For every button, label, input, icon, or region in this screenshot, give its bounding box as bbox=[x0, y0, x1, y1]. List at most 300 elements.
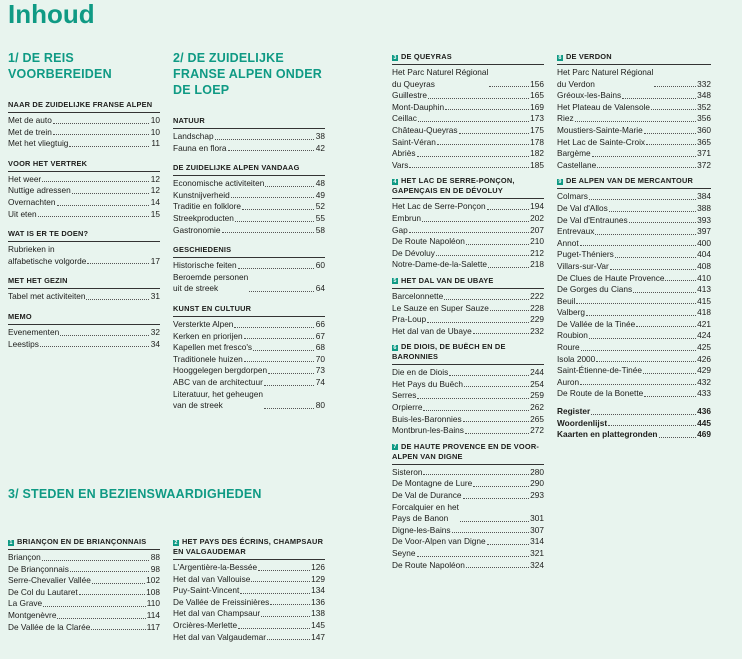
toc-section bbox=[8, 159, 160, 220]
toc-entry[interactable] bbox=[392, 425, 544, 437]
entry-title: Villars-sur-Var bbox=[557, 260, 609, 271]
dot-leader bbox=[489, 86, 529, 87]
dot-leader bbox=[249, 291, 314, 292]
page-number: 307 bbox=[530, 524, 544, 535]
toc-section bbox=[8, 312, 160, 350]
toc-entry[interactable] bbox=[557, 113, 711, 125]
page-number: 114 bbox=[146, 609, 160, 620]
region-number-badge: 4 bbox=[393, 178, 397, 185]
entry-title: ABC van de architectuur bbox=[173, 376, 263, 387]
entry-title: Woordenlijst bbox=[557, 417, 608, 428]
dot-leader bbox=[436, 255, 529, 256]
region-2-column bbox=[173, 537, 325, 647]
toc-entry[interactable] bbox=[557, 102, 711, 114]
dot-leader bbox=[488, 267, 529, 268]
entry-title: Puy-Saint-Vincent bbox=[173, 585, 240, 596]
toc-entry[interactable] bbox=[557, 388, 711, 400]
toc-entry[interactable] bbox=[392, 402, 544, 414]
entry-title: Traditie en folklore bbox=[173, 201, 241, 212]
toc-entry[interactable] bbox=[557, 418, 711, 430]
entry-title: Annot bbox=[557, 237, 579, 248]
page-number: 400 bbox=[697, 237, 711, 248]
toc-entry[interactable] bbox=[392, 548, 544, 560]
page-number: 66 bbox=[315, 318, 325, 329]
dot-leader bbox=[654, 86, 696, 87]
toc-entry[interactable] bbox=[557, 273, 711, 285]
toc-entry[interactable] bbox=[8, 138, 160, 150]
toc-section bbox=[8, 229, 160, 267]
toc-entry[interactable] bbox=[557, 191, 711, 203]
toc-entry[interactable] bbox=[557, 406, 711, 418]
toc-entry[interactable] bbox=[8, 587, 160, 599]
page-number: 10 bbox=[150, 115, 160, 125]
page-number: 12 bbox=[150, 185, 160, 196]
dot-leader bbox=[240, 593, 310, 594]
section-heading-label: DE DIOIS, DE BUËCH EN DE BARONNIES bbox=[392, 342, 506, 362]
toc-entry[interactable] bbox=[8, 185, 160, 197]
entry-title: Rubrieken in alfabetische volgorde bbox=[8, 244, 87, 266]
dot-leader bbox=[417, 156, 530, 157]
section-heading bbox=[392, 52, 544, 65]
section-heading-label: DE VERDON bbox=[566, 52, 612, 61]
toc-entry[interactable] bbox=[173, 585, 325, 597]
page-number: 52 bbox=[315, 201, 325, 212]
dot-leader bbox=[580, 245, 696, 246]
entry-title: Het Parc Naturel Régional du Queyras bbox=[392, 67, 489, 89]
toc-entry[interactable] bbox=[173, 620, 325, 632]
page-number: 228 bbox=[530, 302, 544, 313]
dot-leader bbox=[423, 410, 529, 411]
entry-title: Notre-Dame-de-la-Salette bbox=[392, 259, 487, 270]
toc-entry[interactable] bbox=[173, 365, 325, 377]
toc-entry[interactable] bbox=[173, 319, 325, 331]
page-number: 397 bbox=[697, 226, 711, 237]
dot-leader bbox=[595, 234, 696, 235]
page-title: Inhoud bbox=[8, 0, 95, 29]
dot-leader bbox=[597, 167, 696, 168]
entry-title: Colmars bbox=[557, 191, 588, 202]
toc-entry[interactable] bbox=[557, 284, 711, 296]
toc-entry[interactable] bbox=[8, 209, 160, 221]
toc-entry[interactable] bbox=[557, 261, 711, 273]
toc-entry[interactable] bbox=[8, 339, 160, 351]
entry-title: Pra-Loup bbox=[392, 314, 427, 325]
dot-leader bbox=[449, 375, 529, 376]
entry-title: Kerken en priorijen bbox=[173, 330, 243, 341]
dot-leader bbox=[490, 310, 529, 311]
entry-title: Castellane bbox=[557, 159, 597, 170]
dot-leader bbox=[463, 498, 530, 499]
page-number: 232 bbox=[530, 325, 544, 336]
toc-entry[interactable] bbox=[173, 608, 325, 620]
entry-title: Orpierre bbox=[392, 402, 423, 413]
toc-entry[interactable] bbox=[392, 414, 544, 426]
section-heading-label: DE HAUTE PROVENCE EN DE VOOR-ALPEN VAN DIGNE bbox=[392, 441, 540, 461]
toc-entry[interactable] bbox=[8, 197, 160, 209]
page-number: 117 bbox=[146, 621, 160, 632]
toc-entry[interactable] bbox=[8, 291, 160, 303]
page-number: 60 bbox=[315, 260, 325, 271]
chapter-3-heading-block bbox=[8, 486, 328, 502]
toc-entry[interactable] bbox=[173, 354, 325, 366]
toc-entry[interactable] bbox=[392, 536, 544, 548]
entry-title: De Briançonnais bbox=[8, 563, 69, 574]
entry-title: Orcières-Merlette bbox=[173, 619, 238, 630]
page-number: 415 bbox=[697, 295, 711, 306]
dot-leader bbox=[222, 232, 315, 233]
page-number: 244 bbox=[530, 367, 544, 378]
toc-entry[interactable] bbox=[557, 160, 711, 172]
page-number: 15 bbox=[150, 208, 160, 219]
page-number: 178 bbox=[530, 136, 544, 147]
entry-title: De Vallée de la Clarée bbox=[8, 621, 91, 632]
toc-entry[interactable] bbox=[392, 137, 544, 149]
toc-section bbox=[8, 537, 160, 633]
page-number: 207 bbox=[530, 224, 544, 235]
page-number: 388 bbox=[697, 202, 711, 213]
page-number: 314 bbox=[530, 536, 544, 547]
toc-entry[interactable] bbox=[392, 560, 544, 572]
backmatter-list bbox=[557, 406, 711, 441]
dot-leader bbox=[608, 425, 696, 426]
toc-entry[interactable] bbox=[392, 102, 544, 114]
dot-leader bbox=[86, 299, 149, 300]
toc-entry[interactable] bbox=[392, 90, 544, 102]
entry-title: Het dal van Vallouise bbox=[173, 573, 251, 584]
toc-section bbox=[8, 100, 160, 150]
dot-leader bbox=[636, 326, 696, 327]
page-number: 31 bbox=[150, 291, 160, 302]
entry-title: Met het vliegtuig bbox=[8, 138, 69, 149]
chapter-2-sections bbox=[173, 116, 325, 412]
dot-leader bbox=[473, 486, 529, 487]
section-heading bbox=[392, 442, 544, 465]
toc-section bbox=[557, 52, 711, 171]
toc-entry[interactable] bbox=[173, 190, 325, 202]
toc-entry[interactable] bbox=[392, 225, 544, 237]
dot-leader bbox=[38, 216, 149, 217]
toc-entry[interactable] bbox=[557, 203, 711, 215]
section-heading-label: DE ZUIDELIJKE ALPEN VANDAAG bbox=[173, 163, 300, 173]
toc-entry[interactable] bbox=[392, 160, 544, 172]
toc-entry[interactable] bbox=[557, 365, 711, 377]
entry-title: Gap bbox=[392, 224, 408, 235]
toc-entry[interactable] bbox=[8, 622, 160, 634]
page-number: 384 bbox=[697, 191, 711, 202]
toc-entry[interactable] bbox=[173, 260, 325, 272]
page-number: 433 bbox=[697, 388, 711, 399]
toc-entry[interactable] bbox=[173, 213, 325, 225]
toc-entry[interactable] bbox=[557, 429, 711, 441]
toc-entry[interactable] bbox=[8, 327, 160, 339]
dot-leader bbox=[70, 571, 149, 572]
section-heading bbox=[173, 304, 325, 317]
toc-entry[interactable] bbox=[392, 248, 544, 260]
dot-leader bbox=[464, 386, 529, 387]
page-number: 218 bbox=[530, 259, 544, 270]
page-number: 10 bbox=[150, 126, 160, 137]
entry-title: Bargème bbox=[557, 148, 591, 159]
dot-leader bbox=[264, 385, 314, 386]
page-number: 301 bbox=[530, 513, 544, 524]
page-number: 272 bbox=[530, 425, 544, 436]
toc-entry[interactable] bbox=[392, 525, 544, 537]
dot-leader bbox=[79, 594, 146, 595]
toc-entry[interactable] bbox=[557, 249, 711, 261]
toc-entry[interactable] bbox=[557, 125, 711, 137]
toc-entry[interactable] bbox=[392, 326, 544, 338]
page-number: 360 bbox=[697, 124, 711, 135]
toc-entry[interactable] bbox=[173, 178, 325, 190]
toc-entry[interactable] bbox=[392, 390, 544, 402]
toc-entry[interactable] bbox=[8, 610, 160, 622]
page-number: 64 bbox=[315, 283, 325, 294]
toc-entry[interactable] bbox=[392, 125, 544, 137]
dot-leader bbox=[409, 232, 529, 233]
entry-title: De Route Napoléon bbox=[392, 236, 465, 247]
section-heading-label: MEMO bbox=[8, 311, 32, 321]
section-heading-label: HET LAC DE SERRE-PONÇON, GAPENÇAIS EN DE DÉVOLUY bbox=[392, 176, 515, 196]
toc-entry[interactable] bbox=[8, 598, 160, 610]
entry-title: Riez bbox=[557, 113, 574, 124]
entry-title: De Val de Durance bbox=[392, 490, 462, 501]
toc-entry[interactable] bbox=[557, 319, 711, 331]
dot-leader bbox=[91, 629, 145, 630]
page-number: 102 bbox=[146, 575, 160, 586]
toc-entry[interactable] bbox=[392, 67, 544, 90]
toc-entry[interactable] bbox=[557, 90, 711, 102]
page-number: 469 bbox=[697, 429, 711, 440]
entry-title: Auron bbox=[557, 376, 580, 387]
entry-title: Economische activiteiten bbox=[173, 178, 265, 189]
section-heading bbox=[173, 537, 325, 560]
toc-entry[interactable] bbox=[392, 201, 544, 213]
dot-leader bbox=[646, 144, 696, 145]
entry-title: De Route Napoléon bbox=[392, 559, 465, 570]
page-number: 445 bbox=[697, 417, 711, 428]
entry-title: Ceillac bbox=[392, 113, 417, 124]
dot-leader bbox=[244, 361, 314, 362]
dot-leader bbox=[270, 604, 310, 605]
region-number-badge: 7 bbox=[393, 444, 397, 451]
toc-entry[interactable] bbox=[173, 331, 325, 343]
page-number: 17 bbox=[150, 255, 160, 266]
toc-section bbox=[173, 304, 325, 412]
entry-title: Abriès bbox=[392, 148, 416, 159]
page-number: 67 bbox=[315, 330, 325, 341]
section-heading bbox=[8, 312, 160, 325]
entry-title: Forcalquier en het Pays de Banon bbox=[392, 501, 459, 524]
toc-entry[interactable] bbox=[557, 296, 711, 308]
entry-title: Puget-Théniers bbox=[557, 249, 614, 260]
page-number: 254 bbox=[530, 378, 544, 389]
toc-entry[interactable] bbox=[392, 502, 544, 525]
page-number: 332 bbox=[697, 78, 711, 89]
page-number: 129 bbox=[311, 573, 325, 584]
page-number: 426 bbox=[697, 353, 711, 364]
dot-leader bbox=[460, 521, 529, 522]
entry-title: De Gorges du Cians bbox=[557, 284, 633, 295]
toc-entry[interactable] bbox=[8, 575, 160, 587]
toc-entry[interactable] bbox=[173, 342, 325, 354]
page-number: 371 bbox=[697, 148, 711, 159]
toc-entry[interactable] bbox=[392, 379, 544, 391]
toc-entry[interactable] bbox=[557, 307, 711, 319]
page-number: 418 bbox=[697, 307, 711, 318]
page-number: 38 bbox=[315, 131, 325, 141]
toc-entry[interactable] bbox=[8, 564, 160, 576]
section-heading bbox=[173, 245, 325, 258]
entry-title: Embrun bbox=[392, 212, 422, 223]
page-number: 321 bbox=[530, 548, 544, 558]
dot-leader bbox=[610, 269, 696, 270]
toc-section bbox=[8, 276, 160, 303]
entry-title: Het Pays du Buëch bbox=[392, 378, 464, 389]
toc-entry[interactable] bbox=[8, 552, 160, 564]
page-number: 410 bbox=[697, 272, 711, 283]
toc-entry[interactable] bbox=[392, 490, 544, 502]
toc-entry[interactable] bbox=[557, 226, 711, 238]
entry-title: Register bbox=[557, 406, 591, 417]
toc-entry[interactable] bbox=[173, 131, 325, 143]
page-number: 110 bbox=[146, 598, 160, 609]
toc-entry[interactable] bbox=[557, 238, 711, 250]
entry-title: Gastronomie bbox=[173, 224, 221, 235]
entry-title: Château-Queyras bbox=[392, 124, 458, 135]
toc-entry[interactable] bbox=[173, 632, 325, 644]
toc-entry[interactable] bbox=[392, 467, 544, 479]
page-number: 11 bbox=[151, 138, 160, 149]
page-number: 425 bbox=[697, 342, 711, 353]
region-number-badge: 2 bbox=[174, 539, 178, 546]
toc-entry[interactable] bbox=[392, 291, 544, 303]
toc-entry[interactable] bbox=[173, 574, 325, 586]
page-number: 424 bbox=[697, 330, 711, 341]
toc-entry[interactable] bbox=[173, 389, 325, 412]
toc-entry[interactable] bbox=[173, 225, 325, 237]
toc-entry[interactable] bbox=[557, 137, 711, 149]
toc-entry[interactable] bbox=[392, 148, 544, 160]
dot-leader bbox=[417, 556, 530, 557]
toc-entry[interactable] bbox=[557, 67, 711, 90]
dot-leader bbox=[57, 205, 149, 206]
dot-leader bbox=[589, 199, 696, 200]
dot-leader bbox=[452, 532, 530, 533]
page-number: 404 bbox=[697, 249, 711, 260]
dot-leader bbox=[466, 244, 529, 245]
toc-entry[interactable] bbox=[392, 213, 544, 225]
section-heading bbox=[8, 229, 160, 242]
entry-title: Het Lac de Sainte-Croix bbox=[557, 136, 646, 147]
toc-entry[interactable] bbox=[392, 236, 544, 248]
toc-entry[interactable] bbox=[173, 377, 325, 389]
regions-3-7-column bbox=[392, 52, 544, 576]
entry-title: Het Parc Naturel Régional du Verdon bbox=[557, 67, 654, 89]
entry-title: Evenementen bbox=[8, 326, 60, 337]
section-heading bbox=[392, 276, 544, 289]
page-number: 202 bbox=[530, 212, 544, 223]
toc-entry[interactable] bbox=[392, 303, 544, 315]
entry-title: Tabel met activiteiten bbox=[8, 291, 86, 302]
entry-title: Roure bbox=[557, 342, 580, 353]
chapter-1-column bbox=[8, 50, 160, 359]
dot-leader bbox=[42, 560, 149, 561]
page-number: 98 bbox=[150, 563, 160, 574]
page-number: 138 bbox=[311, 608, 325, 619]
toc-entry[interactable] bbox=[557, 148, 711, 160]
page-number: 32 bbox=[150, 326, 160, 337]
dot-leader bbox=[445, 109, 529, 110]
toc-entry[interactable] bbox=[392, 314, 544, 326]
toc-entry[interactable] bbox=[392, 259, 544, 271]
region-number-badge: 9 bbox=[558, 178, 562, 185]
dot-leader bbox=[615, 257, 696, 258]
toc-entry[interactable] bbox=[557, 215, 711, 227]
dot-leader bbox=[581, 350, 697, 351]
dot-leader bbox=[473, 333, 529, 334]
page-number: 393 bbox=[697, 214, 711, 225]
toc-entry[interactable] bbox=[173, 201, 325, 213]
page-number: 429 bbox=[697, 365, 711, 376]
page-number: 147 bbox=[311, 631, 325, 642]
toc-entry[interactable] bbox=[8, 174, 160, 186]
toc-entry[interactable] bbox=[8, 127, 160, 139]
toc-section bbox=[173, 537, 325, 643]
chapter-2-column bbox=[173, 50, 325, 421]
toc-entry[interactable] bbox=[557, 377, 711, 389]
page-number: 372 bbox=[697, 159, 711, 170]
toc-entry[interactable] bbox=[557, 354, 711, 366]
section-heading-label: GESCHIEDENIS bbox=[173, 245, 232, 255]
dot-leader bbox=[576, 303, 696, 304]
dot-leader bbox=[258, 570, 310, 571]
section-heading bbox=[392, 342, 544, 365]
page-number: 48 bbox=[315, 178, 325, 189]
dot-leader bbox=[265, 186, 314, 187]
toc-entry[interactable] bbox=[392, 367, 544, 379]
toc-entry[interactable] bbox=[173, 143, 325, 155]
section-heading-label: KUNST EN CULTUUR bbox=[173, 303, 252, 313]
dot-leader bbox=[575, 121, 697, 122]
entry-title: Met de auto bbox=[8, 115, 52, 125]
entry-title: La Grave bbox=[8, 598, 43, 609]
toc-entry[interactable] bbox=[8, 244, 160, 267]
entry-title: Het dal van Champsaur bbox=[173, 608, 261, 619]
dot-leader bbox=[609, 211, 696, 212]
toc-entry[interactable] bbox=[173, 562, 325, 574]
entry-title: De Col du Lautaret bbox=[8, 586, 78, 597]
entry-title: Traditionele huizen bbox=[173, 353, 243, 364]
page-number: 42 bbox=[315, 142, 325, 153]
toc-entry[interactable] bbox=[8, 115, 160, 127]
toc-entry[interactable] bbox=[557, 330, 711, 342]
toc-entry[interactable] bbox=[173, 597, 325, 609]
dot-leader bbox=[228, 150, 314, 151]
section-heading-label: DE QUEYRAS bbox=[401, 52, 452, 61]
entry-title: De Val d'Entraunes bbox=[557, 214, 628, 225]
dot-leader bbox=[234, 327, 314, 328]
toc-entry[interactable] bbox=[557, 342, 711, 354]
dot-leader bbox=[60, 335, 149, 336]
toc-entry[interactable] bbox=[392, 478, 544, 490]
section-heading bbox=[557, 176, 711, 189]
entry-title: Streekproducten bbox=[173, 212, 234, 223]
entry-title: Barcelonnette bbox=[392, 290, 444, 301]
toc-entry[interactable] bbox=[392, 113, 544, 125]
entry-title: Briançon bbox=[8, 552, 41, 562]
dot-leader bbox=[238, 268, 314, 269]
toc-entry[interactable] bbox=[173, 272, 325, 295]
